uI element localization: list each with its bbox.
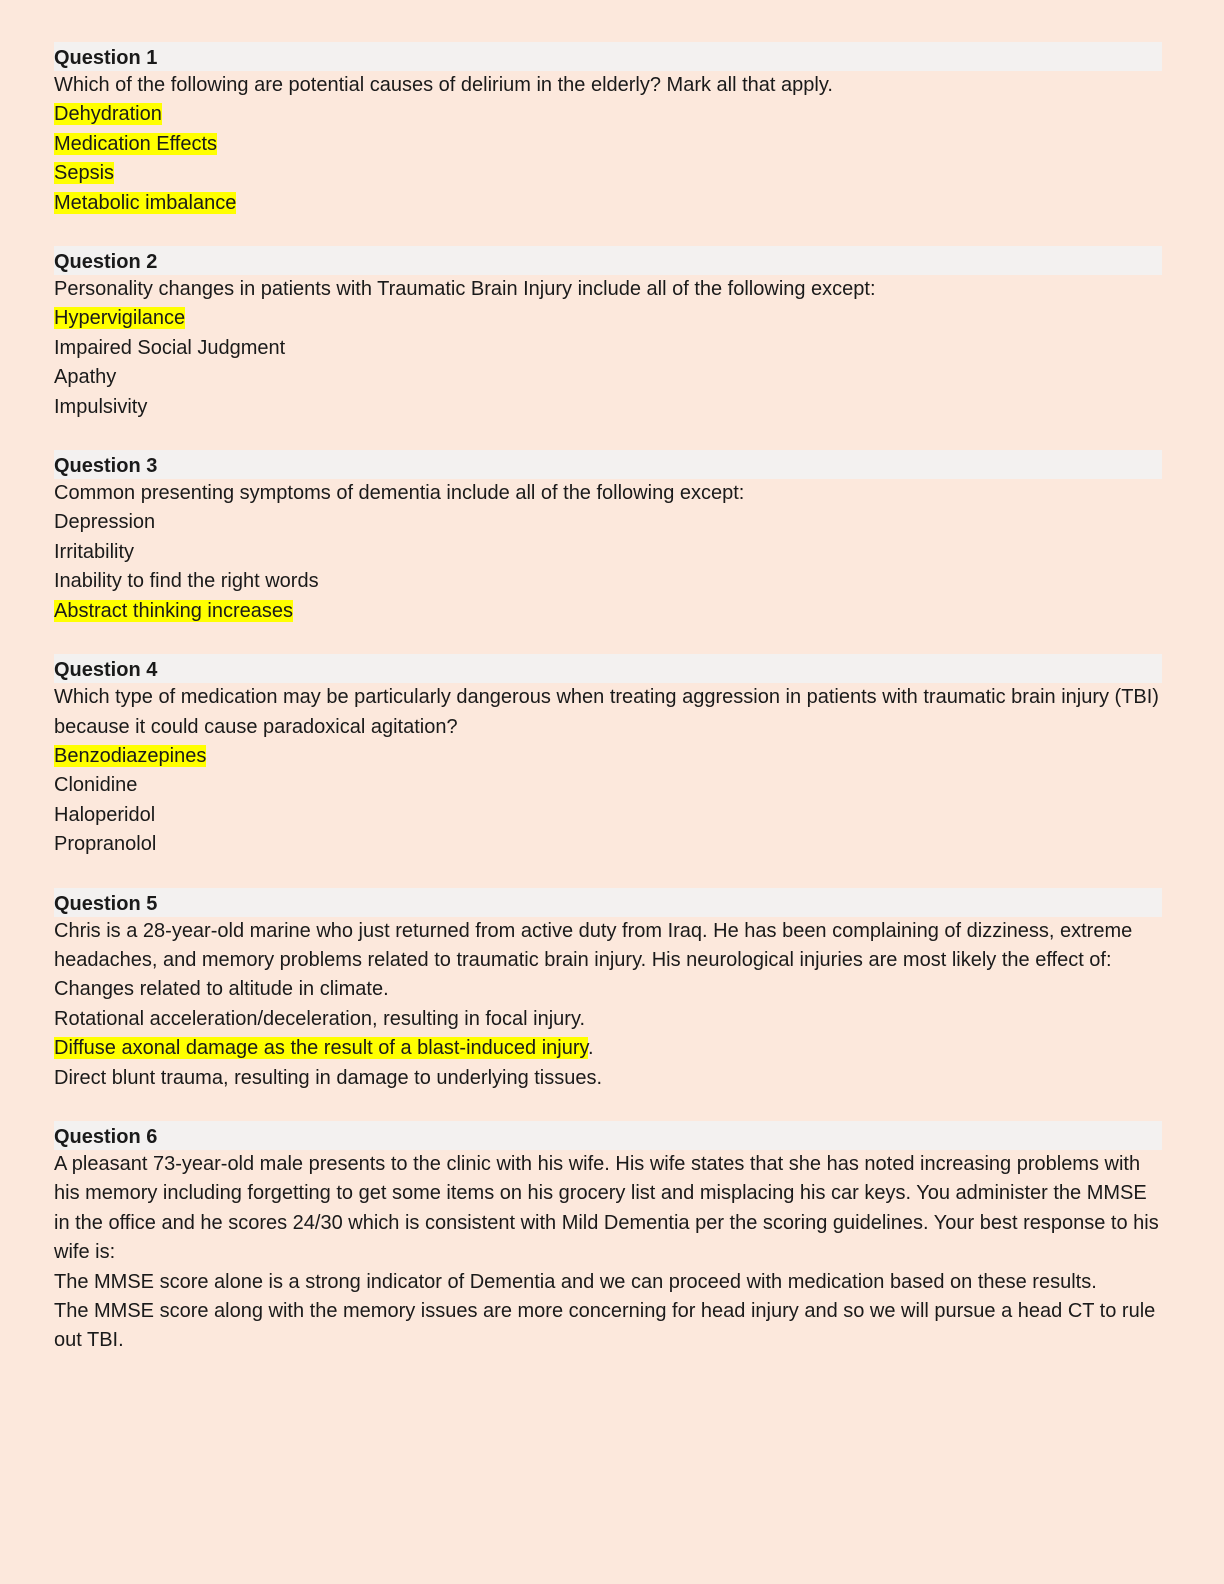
answer-option	[54, 1034, 1162, 1063]
answer-option	[54, 771, 1162, 800]
answer-option	[54, 597, 1162, 626]
answer-option	[54, 830, 1162, 859]
answer-options	[54, 304, 1162, 422]
answer-option	[54, 801, 1162, 830]
answer-option	[54, 334, 1162, 363]
question-header: Question 6	[54, 1121, 1162, 1150]
answer-option	[54, 567, 1162, 596]
answer-text: Apathy	[54, 366, 117, 389]
question-block	[54, 888, 1162, 1093]
question-block	[54, 450, 1162, 626]
answer-text: Clonidine	[54, 774, 138, 797]
answer-option	[54, 159, 1162, 188]
answer-options	[54, 975, 1162, 1093]
question-prompt: Which type of medication may be particularly dangerous when treating aggression in patients with traumatic brain injury (TBI) because it could cause paradoxical agitation?	[54, 686, 1159, 738]
question-prompt: Which of the following are potential causes of delirium in the elderly? Mark all that apply.	[54, 74, 833, 96]
highlighted-answer-text: Hypervigilance	[54, 307, 186, 330]
answer-text: The MMSE score along with the memory issues are more concerning for head injury and so we will pursue a head CT to rule out TBI.	[54, 1300, 1156, 1352]
answer-option	[54, 1064, 1162, 1093]
answer-option	[54, 393, 1162, 422]
answer-option	[54, 975, 1162, 1004]
answer-options	[54, 100, 1162, 218]
answer-option	[54, 189, 1162, 218]
answer-option	[54, 304, 1162, 333]
answer-option	[54, 508, 1162, 537]
answer-text: Inability to find the right words	[54, 570, 319, 593]
answer-text: Impulsivity	[54, 395, 148, 418]
question-prompt: Chris is a 28-year-old marine who just returned from active duty from Iraq. He has been complaining of dizziness, extreme headaches, and memory problems related to traumatic brain injury. His neurological injuries are most likely the effect of:	[54, 919, 1133, 971]
answer-options	[54, 742, 1162, 860]
answer-text: The MMSE score alone is a strong indicator of Dementia and we can proceed with medication based on these results.	[54, 1270, 1097, 1293]
question-header: Question 2	[54, 246, 1162, 275]
answer-text: Irritability	[54, 540, 135, 563]
answer-option	[54, 1268, 1162, 1297]
highlighted-answer-text: Metabolic imbalance	[54, 191, 237, 214]
answer-options	[54, 508, 1162, 626]
answer-option	[54, 538, 1162, 567]
highlighted-answer-text: Diffuse axonal damage as the result of a blast-induced injury	[54, 1037, 589, 1060]
question-prompt: A pleasant 73-year-old male presents to the clinic with his wife. His wife states that she has noted increasing problems with his memory including forgetting to get some items on his grocery list and misplacing his car keys. You administer the MMSE in the office and he scores 24/30 which is consistent with Mild Dementia per the scoring guidelines. Your best response to his wife is:	[54, 1152, 1159, 1264]
answer-option	[54, 1005, 1162, 1034]
question-block	[54, 246, 1162, 422]
answer-option	[54, 1297, 1162, 1356]
question-header: Question 3	[54, 450, 1162, 479]
question-prompt: Common presenting symptoms of dementia include all of the following except:	[54, 482, 745, 505]
answer-text: Propranolol	[54, 833, 157, 856]
question-list	[54, 42, 1162, 1384]
answer-text: Changes related to altitude in climate.	[54, 978, 389, 1001]
question-block	[54, 654, 1162, 859]
highlighted-answer-text: Abstract thinking increases	[54, 599, 294, 622]
answer-text: Haloperidol	[54, 803, 156, 826]
question-header: Question 5	[54, 888, 1162, 917]
highlighted-answer-text: Dehydration	[54, 103, 162, 126]
answer-text: Direct blunt trauma, resulting in damage to underlying tissues.	[54, 1066, 603, 1089]
question-header: Question 4	[54, 654, 1162, 683]
question-prompt: Personality changes in patients with Traumatic Brain Injury include all of the following except:	[54, 278, 876, 301]
answer-text: Depression	[54, 511, 156, 534]
answer-text: Impaired Social Judgment	[54, 336, 286, 359]
answer-options	[54, 1268, 1162, 1356]
highlighted-answer-text: Benzodiazepines	[54, 744, 207, 767]
answer-option	[54, 742, 1162, 771]
answer-option	[54, 363, 1162, 392]
answer-option	[54, 130, 1162, 159]
highlighted-answer-text: Medication Effects	[54, 132, 218, 155]
question-header: Question 1	[54, 42, 1162, 71]
highlighted-answer-text: Sepsis	[54, 162, 115, 185]
question-block	[54, 42, 1162, 218]
question-block	[54, 1121, 1162, 1356]
answer-suffix: .	[588, 1037, 594, 1060]
answer-text: Rotational acceleration/deceleration, resulting in focal injury.	[54, 1007, 586, 1030]
answer-option	[54, 100, 1162, 129]
